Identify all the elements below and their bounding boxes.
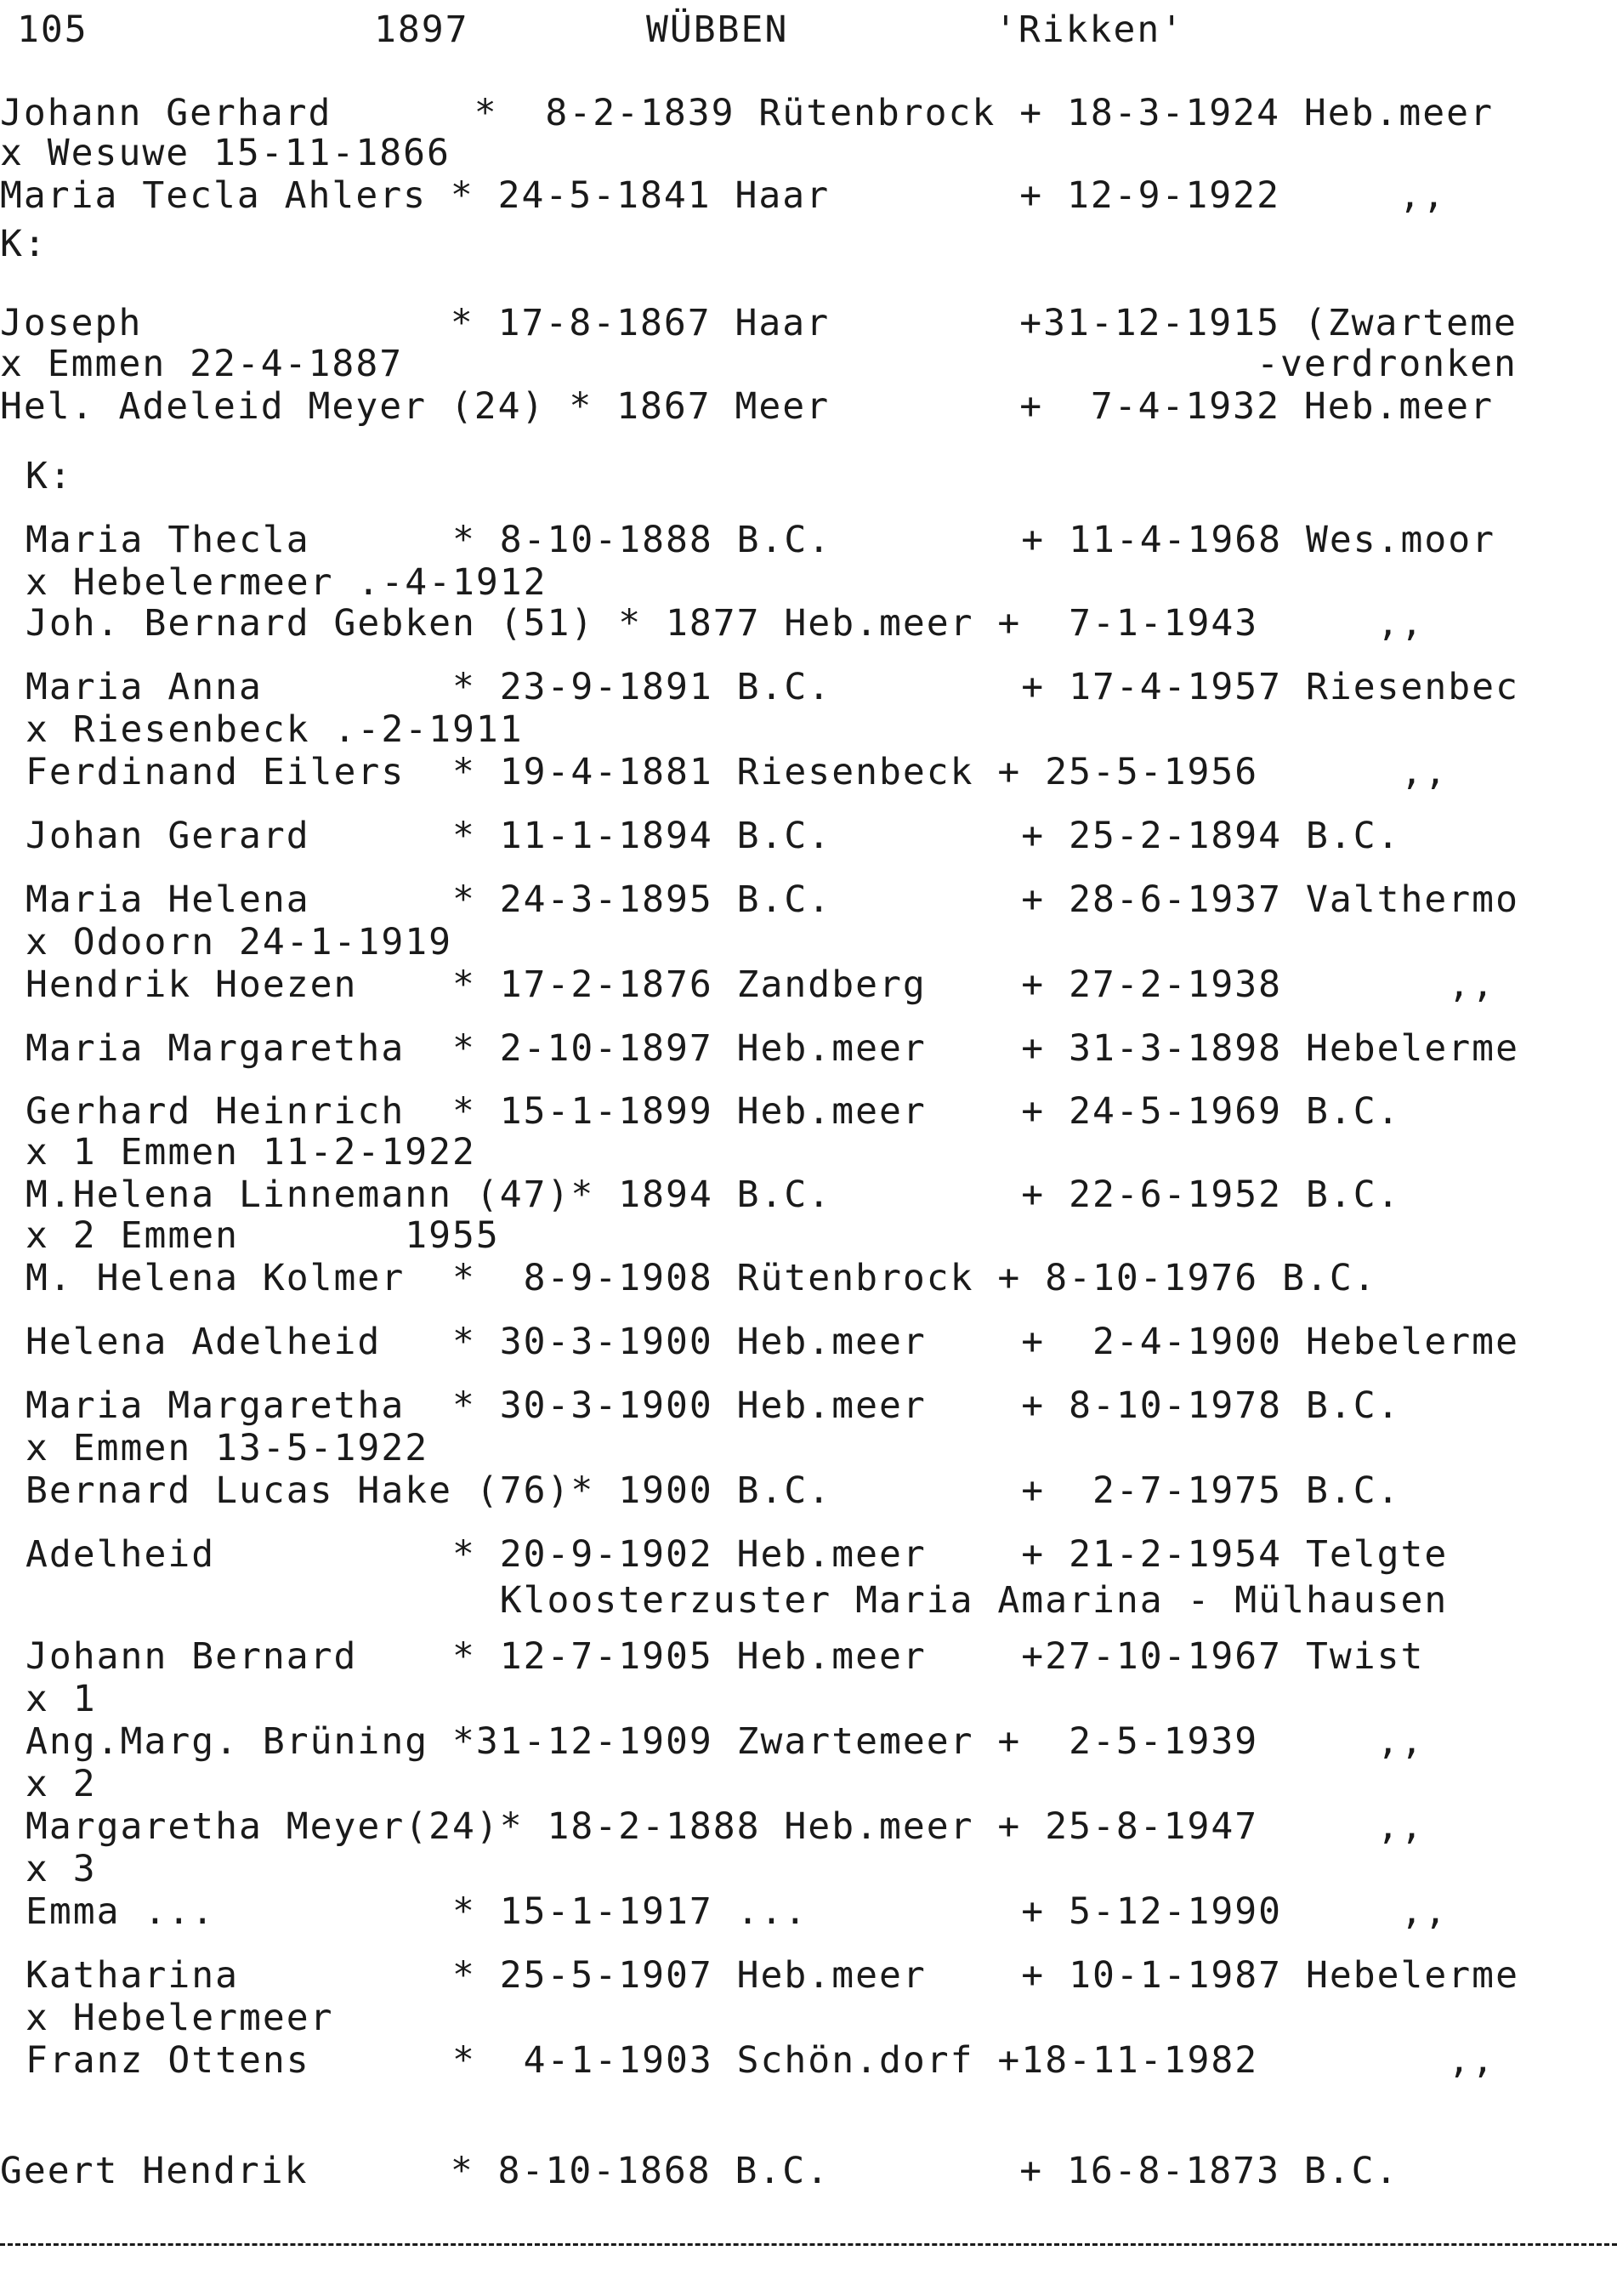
record-line: Joh. Bernard Gebken (51) * 1877 Heb.meer + 7-1-1943 ,, [26, 602, 1425, 645]
page-header [0, 9, 1185, 51]
record-line: x 2 [26, 1763, 97, 1805]
record-line: Maria Anna * 23-9-1891 B.C. + 17-4-1957 Riesenbec [26, 666, 1519, 708]
record-line: x Odoorn 24-1-1919 [26, 921, 452, 963]
record-line: Joseph * 17-8-1867 Haar +31-12-1915 (Zwarteme [0, 302, 1518, 344]
record-line: Maria Margaretha * 30-3-1900 Heb.meer + 8-10-1978 B.C. [26, 1384, 1401, 1427]
record-line: x 3 [26, 1848, 97, 1890]
farm-name: 'Rikken' [995, 9, 1185, 51]
record-line: x 1 [26, 1678, 97, 1720]
record-line: x Hebelermeer [26, 1997, 334, 2039]
record-line: Maria Thecla * 8-10-1888 B.C. + 11-4-1968 Wes.moor [26, 519, 1496, 561]
record-line: Hel. Adeleid Meyer (24) * 1867 Meer + 7-4-1932 Heb.meer [0, 385, 1494, 428]
record-line: x Wesuwe 15-11-1866 [0, 132, 451, 174]
header-year: 1897 [374, 9, 469, 51]
record-line: K: [0, 223, 48, 265]
record-line: x 1 Emmen 11-2-1922 [26, 1131, 476, 1174]
record-line: x Riesenbeck .-2-1911 [26, 708, 524, 751]
record-line: K: [26, 455, 73, 497]
record-line: Adelheid * 20-9-1902 Heb.meer + 21-2-1954 Telgte [26, 1533, 1449, 1576]
record-line: M.Helena Linnemann (47)* 1894 B.C. + 22-6-1952 B.C. [26, 1174, 1401, 1216]
page-number: 105 [17, 9, 88, 51]
record-line: Johan Gerard * 11-1-1894 B.C. + 25-2-1894 B.C. [26, 815, 1401, 857]
record-line: Maria Margaretha * 2-10-1897 Heb.meer + 31-3-1898 Hebelerme [26, 1027, 1519, 1070]
record-line: Ang.Marg. Brüning *31-12-1909 Zwartemeer + 2-5-1939 ,, [26, 1720, 1425, 1763]
record-line: Geert Hendrik * 8-10-1868 B.C. + 16-8-1873 B.C. [0, 2150, 1399, 2192]
record-line: Margaretha Meyer(24)* 18-2-1888 Heb.meer + 25-8-1947 ,, [26, 1805, 1425, 1848]
record-line: M. Helena Kolmer * 8-9-1908 Rütenbrock + 8-10-1976 B.C. [26, 1257, 1377, 1299]
record-line: Franz Ottens * 4-1-1903 Schön.dorf +18-11-1982 ,, [26, 2039, 1496, 2082]
record-line: Katharina * 25-5-1907 Heb.meer + 10-1-1987 Hebelerme [26, 1954, 1519, 1997]
family-name: WÜBBEN [646, 9, 789, 51]
record-line: Johann Bernard * 12-7-1905 Heb.meer +27-10-1967 Twist [26, 1635, 1425, 1678]
record-line: Maria Helena * 24-3-1895 B.C. + 28-6-1937 Valthermo [26, 878, 1519, 921]
record-line: Gerhard Heinrich * 15-1-1899 Heb.meer + 24-5-1969 B.C. [26, 1090, 1401, 1133]
record-line: x 2 Emmen 1955 [26, 1214, 500, 1257]
record-line: Helena Adelheid * 30-3-1900 Heb.meer + 2-4-1900 Hebelerme [26, 1321, 1519, 1363]
record-line: Johann Gerhard * 8-2-1839 Rütenbrock + 18-3-1924 Heb.meer [0, 92, 1494, 134]
record-line: x Emmen 13-5-1922 [26, 1427, 429, 1469]
record-line: x Hebelermeer .-4-1912 [26, 561, 548, 604]
record-line: Kloosterzuster Maria Amarina - Mülhausen [26, 1579, 1449, 1622]
record-line: Bernard Lucas Hake (76)* 1900 B.C. + 2-7-1975 B.C. [26, 1469, 1401, 1512]
record-line: Emma ... * 15-1-1917 ... + 5-12-1990 ,, [26, 1890, 1449, 1933]
dashed-divider [0, 2243, 1617, 2246]
record-line: x Emmen 22-4-1887 -verdronken [0, 343, 1518, 385]
record-line: Hendrik Hoezen * 17-2-1876 Zandberg + 27-2-1938 ,, [26, 963, 1496, 1006]
record-line: Maria Tecla Ahlers * 24-5-1841 Haar + 12-9-1922 ,, [0, 174, 1447, 217]
record-line: Ferdinand Eilers * 19-4-1881 Riesenbeck + 25-5-1956 ,, [26, 751, 1449, 793]
